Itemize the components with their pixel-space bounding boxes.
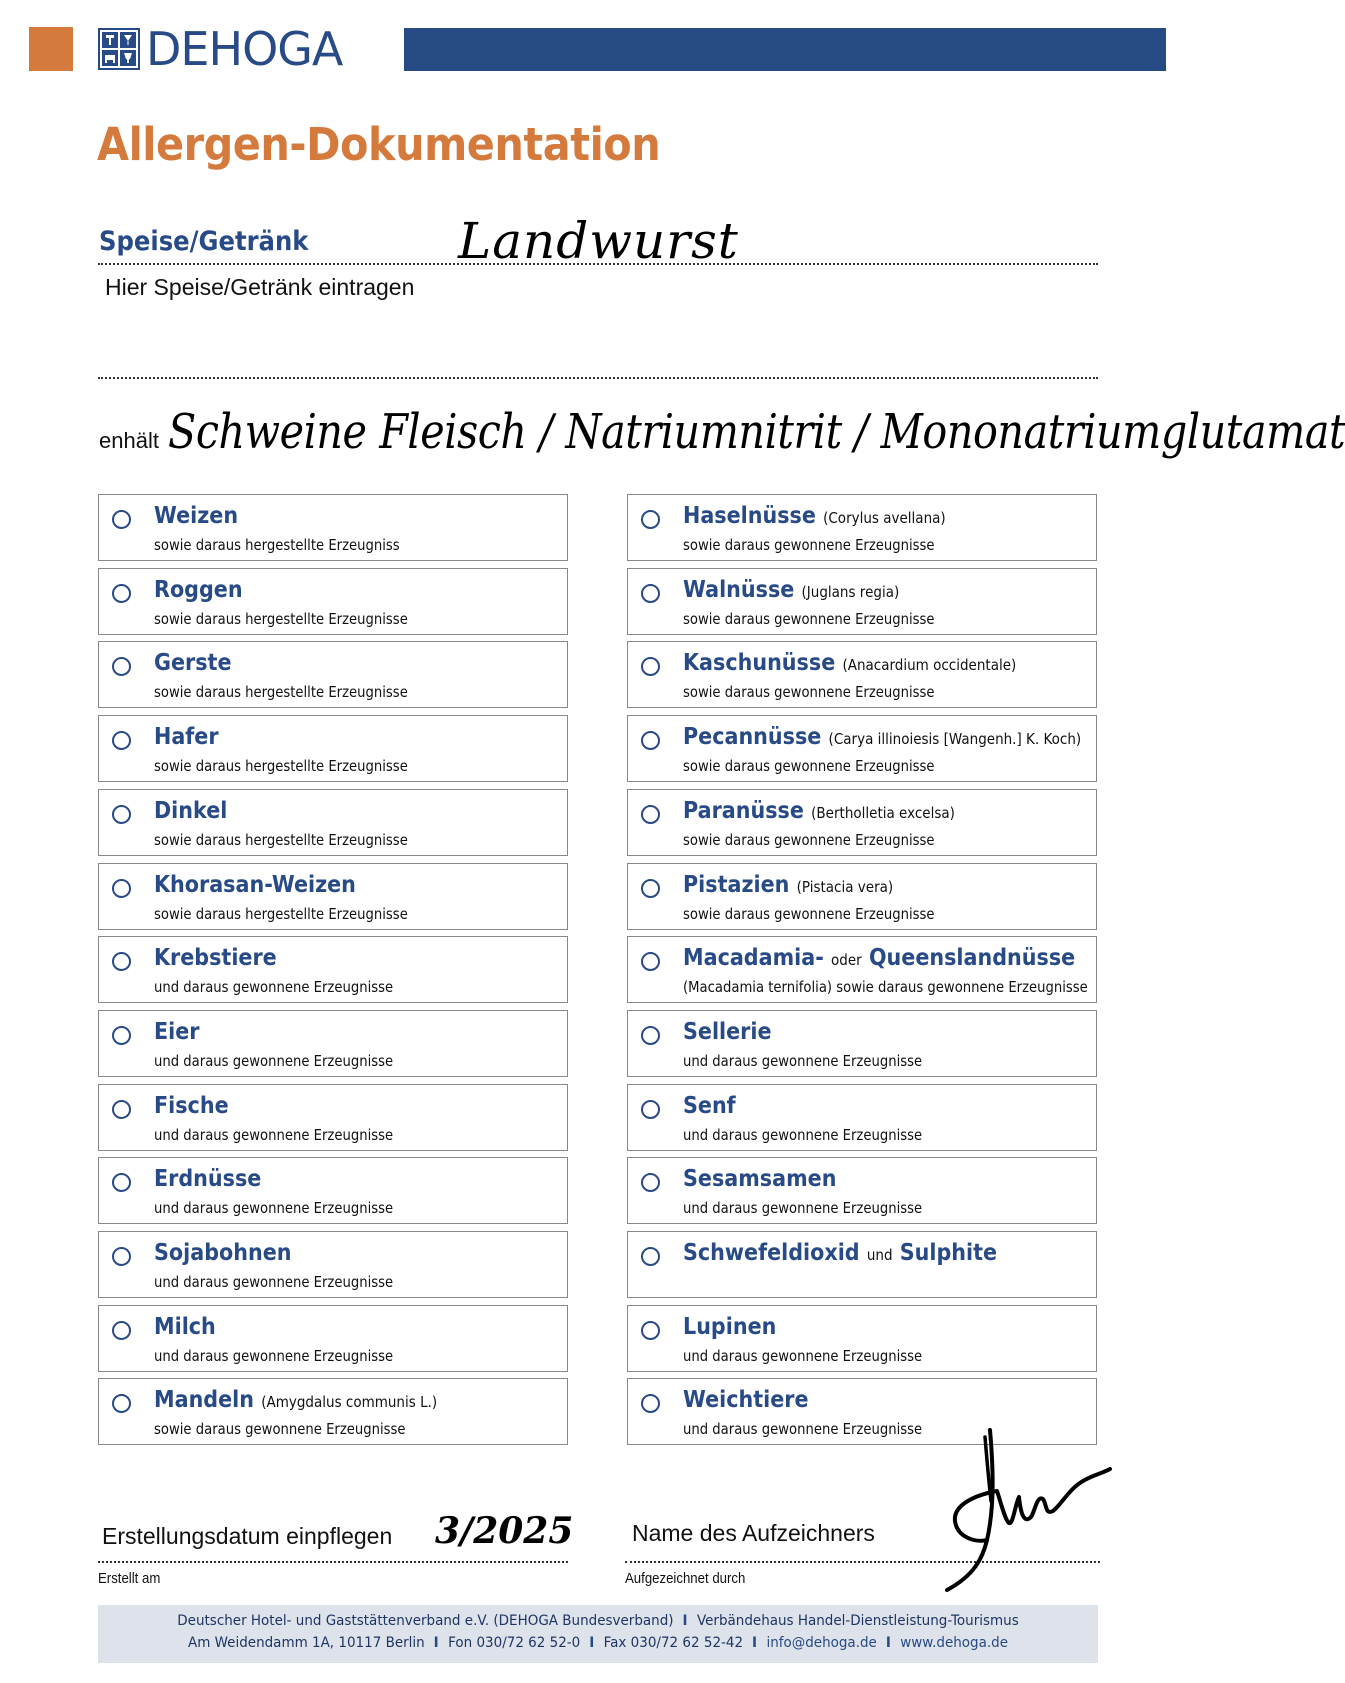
allergen-description: sowie daraus gewonnene Erzeugnisse: [683, 609, 935, 628]
allergen-name-2: Queenslandnüsse: [868, 945, 1076, 972]
allergen-item[interactable]: [98, 1305, 568, 1372]
allergen-title: [154, 872, 356, 898]
allergen-scientific-name: (Corylus avellana): [823, 509, 946, 527]
dehoga-logo-icon: [98, 28, 140, 70]
checkbox-circle-icon[interactable]: [112, 1321, 131, 1340]
dish-field[interactable]: Landwurst: [458, 212, 739, 270]
allergen-description: sowie daraus hergestellte Erzeugnisse: [154, 830, 408, 849]
allergen-title: [683, 1240, 997, 1266]
allergen-description: sowie daraus gewonnene Erzeugnisse: [154, 1420, 406, 1439]
orange-header-block: [29, 27, 73, 71]
checkbox-circle-icon[interactable]: [112, 952, 131, 971]
checkbox-circle-icon[interactable]: [641, 1026, 660, 1045]
footer-address: Am Weidendamm 1A, 10117 Berlin: [187, 1635, 425, 1651]
allergen-description: und daraus gewonnene Erzeugnisse: [154, 1273, 394, 1291]
checkbox-circle-icon[interactable]: [112, 584, 131, 603]
allergen-title: [683, 1019, 772, 1045]
allergen-description: sowie daraus gewonnene Erzeugnisse: [683, 757, 935, 776]
allergen-name: Walnüsse: [683, 576, 795, 603]
allergen-description: sowie daraus hergestellte Erzeugnisse: [154, 609, 408, 628]
allergen-title: [154, 724, 219, 750]
allergen-title: [154, 1314, 216, 1340]
allergen-title: [683, 1314, 776, 1340]
creation-date-label: Erstellungsdatum einpflegen: [102, 1523, 393, 1549]
allergen-name: Sojabohnen: [154, 1240, 292, 1266]
allergen-name: Sesamsamen: [683, 1166, 837, 1193]
allergen-item[interactable]: [98, 715, 568, 782]
allergen-title: [683, 1387, 809, 1413]
allergen-title: [683, 503, 946, 529]
allergen-name: Fische: [154, 1092, 229, 1119]
allergen-name: Haselnüsse: [683, 503, 816, 529]
allergen-item[interactable]: [98, 568, 568, 635]
allergen-scientific-name: (Anacardium occidentale): [842, 656, 1017, 675]
allergen-description: und daraus gewonnene Erzeugnisse: [683, 1051, 923, 1070]
allergen-description: sowie daraus hergestellte Erzeugnisse: [154, 757, 408, 776]
allergen-name: Erdnüsse: [154, 1166, 262, 1193]
allergen-description: und daraus gewonnene Erzeugnisse: [154, 978, 394, 997]
allergen-name: Mandeln: [154, 1387, 254, 1414]
allergen-name-2: Sulphite: [899, 1240, 998, 1266]
allergen-description: sowie daraus gewonnene Erzeugnisse: [683, 536, 935, 554]
allergen-description: (Macadamia ternifolia) sowie daraus gewonnene Erzeugnisse: [683, 978, 1088, 997]
allergen-description: sowie daraus gewonnene Erzeugnisse: [683, 830, 935, 849]
allergen-item[interactable]: [627, 1231, 1097, 1298]
allergen-title: [683, 945, 1075, 971]
allergen-title: [683, 872, 893, 898]
allergen-name: Gerste: [154, 650, 232, 677]
allergen-item[interactable]: [98, 1157, 568, 1224]
checkbox-circle-icon[interactable]: [641, 805, 660, 824]
dish-placeholder: Hier Speise/Getränk eintragen: [105, 274, 415, 300]
allergen-title: [154, 577, 243, 603]
allergen-item[interactable]: [98, 1231, 568, 1298]
checkbox-circle-icon[interactable]: [641, 952, 660, 971]
allergen-title: [683, 650, 1016, 676]
checkbox-circle-icon[interactable]: [641, 657, 660, 676]
dehoga-logo: [98, 24, 342, 74]
allergen-name: Pecannüsse: [683, 724, 822, 751]
footer-line-1: Deutscher Hotel- und Gaststättenverband e.V. (DEHOGA Bundesverband) I Verbändehaus Handel-Dienstleistung-Tourismus: [177, 1613, 1019, 1629]
recorder-caption: Aufgezeichnet durch: [625, 1570, 746, 1587]
checkbox-circle-icon[interactable]: [641, 731, 660, 750]
allergen-name: Sellerie: [683, 1018, 772, 1045]
allergen-item[interactable]: [627, 494, 1097, 561]
footer-phone: Fon 030/72 62 52-0: [448, 1635, 581, 1651]
checkbox-circle-icon[interactable]: [112, 1100, 131, 1119]
checkbox-circle-icon[interactable]: [112, 510, 131, 529]
allergen-name: Milch: [154, 1313, 216, 1340]
checkbox-circle-icon[interactable]: [641, 510, 660, 529]
checkbox-circle-icon[interactable]: [112, 1173, 131, 1192]
allergen-description: sowie daraus hergestellte Erzeugnisse: [154, 904, 408, 923]
allergen-item[interactable]: [627, 1010, 1097, 1077]
allergen-name: Kaschunüsse: [683, 650, 836, 677]
allergen-item[interactable]: [98, 1084, 568, 1151]
allergen-name: Roggen: [154, 576, 243, 603]
allergen-description: und daraus gewonnene Erzeugnisse: [154, 1346, 394, 1365]
allergen-title: [154, 503, 238, 529]
allergen-scientific-name: (Carya illinoiesis [Wangenh.] K. Koch): [828, 730, 1082, 749]
checkbox-circle-icon[interactable]: [641, 584, 660, 603]
contains-label: enhält: [99, 428, 159, 453]
allergen-name: Paranüsse: [683, 797, 804, 824]
recorder-label: Name des Aufzeichners: [632, 1520, 875, 1546]
allergen-title: [154, 650, 231, 676]
checkbox-circle-icon[interactable]: [641, 1394, 660, 1413]
allergen-description: und daraus gewonnene Erzeugnisse: [154, 1125, 394, 1144]
allergen-description: und daraus gewonnene Erzeugnisse: [683, 1346, 923, 1365]
allergen-item[interactable]: [98, 789, 568, 856]
allergen-description: sowie daraus hergestellte Erzeugnisse: [154, 683, 408, 702]
allergen-title: [683, 1166, 836, 1192]
checkbox-circle-icon[interactable]: [641, 1100, 660, 1119]
logo-wordmark: DEHOGA: [146, 22, 343, 76]
checkbox-circle-icon[interactable]: [112, 731, 131, 750]
allergen-item[interactable]: [627, 715, 1097, 782]
allergen-item[interactable]: [627, 789, 1097, 856]
allergen-item[interactable]: [627, 1157, 1097, 1224]
dish-dotted-line-2: [98, 377, 1098, 379]
document-title: Allergen-Dokumentation: [97, 118, 661, 171]
creation-date-caption: Erstellt am: [98, 1570, 161, 1587]
allergen-scientific-name: (Amygdalus communis L.): [261, 1393, 438, 1412]
allergen-description: sowie daraus gewonnene Erzeugnisse: [683, 904, 935, 923]
footer-band: [98, 1605, 1098, 1663]
allergen-scientific-name: (Bertholletia excelsa): [811, 803, 955, 822]
footer-web-link[interactable]: www.dehoga.de: [900, 1635, 1009, 1651]
footer-fax: Fax 030/72 62 52-42: [603, 1635, 744, 1651]
allergen-title: [154, 1166, 261, 1192]
creation-date-line: [98, 1561, 568, 1563]
checkbox-circle-icon[interactable]: [641, 1247, 660, 1266]
checkbox-circle-icon[interactable]: [112, 1247, 131, 1266]
checkbox-circle-icon[interactable]: [641, 1321, 660, 1340]
allergen-item[interactable]: [98, 863, 568, 930]
checkbox-circle-icon[interactable]: [641, 1173, 660, 1192]
dish-label: Speise/Getränk: [99, 226, 309, 257]
allergen-item[interactable]: [98, 1010, 568, 1077]
allergen-description: und daraus gewonnene Erzeugnisse: [154, 1199, 394, 1218]
allergen-name: Lupinen: [683, 1313, 777, 1340]
allergen-title: [683, 798, 955, 824]
blue-header-bar: [404, 28, 1166, 71]
allergen-description: sowie daraus gewonnene Erzeugnisse: [683, 683, 935, 702]
checkbox-circle-icon[interactable]: [112, 1026, 131, 1045]
allergen-name: Macadamia-: [683, 945, 824, 972]
allergen-item[interactable]: [98, 936, 568, 1003]
allergen-title: [154, 1387, 437, 1413]
allergen-description: sowie daraus hergestellte Erzeugniss: [154, 536, 400, 554]
checkbox-circle-icon[interactable]: [112, 805, 131, 824]
allergen-description: und daraus gewonnene Erzeugnisse: [154, 1051, 394, 1070]
allergen-name: Weichtiere: [683, 1387, 809, 1414]
allergen-name: Weizen: [154, 503, 239, 529]
allergen-item[interactable]: [627, 1305, 1097, 1372]
allergen-name: Khorasan-Weizen: [154, 871, 356, 898]
allergen-title: [683, 577, 899, 603]
allergen-item[interactable]: [627, 1084, 1097, 1151]
allergen-connector: oder: [831, 951, 862, 970]
allergen-name: Eier: [154, 1018, 200, 1045]
allergen-title: [154, 1240, 291, 1266]
allergen-item[interactable]: [627, 568, 1097, 635]
allergen-title: [154, 1093, 229, 1119]
footer-org: Deutscher Hotel- und Gaststättenverband e.V. (DEHOGA Bundesverband): [177, 1613, 674, 1629]
creation-date-field[interactable]: 3/2025: [435, 1510, 574, 1552]
allergen-name: Krebstiere: [154, 945, 277, 972]
checkbox-circle-icon[interactable]: [112, 1394, 131, 1413]
footer-house: Verbändehaus Handel-Dienstleistung-Tourismus: [696, 1613, 1019, 1629]
allergen-description: und daraus gewonnene Erzeugnisse: [683, 1125, 923, 1144]
allergen-item[interactable]: [98, 641, 568, 708]
allergen-name: Dinkel: [154, 797, 228, 824]
signature[interactable]: [935, 1425, 1115, 1595]
allergen-title: [154, 945, 277, 971]
checkbox-circle-icon[interactable]: [112, 879, 131, 898]
allergen-item[interactable]: [627, 936, 1097, 1003]
allergen-description: und daraus gewonnene Erzeugnisse: [683, 1199, 923, 1218]
checkbox-circle-icon[interactable]: [112, 657, 131, 676]
allergen-name: Schwefeldioxid: [683, 1240, 860, 1266]
footer-line-2: Am Weidendamm 1A, 10117 Berlin I Fon 030/72 62 52-0 I Fax 030/72 62 52-42 I info@dehoga.de I www.dehoga.de: [187, 1635, 1009, 1651]
allergen-name: Hafer: [154, 724, 219, 751]
allergen-title: [154, 798, 227, 824]
allergen-item[interactable]: [98, 1378, 568, 1445]
allergen-title: [683, 724, 1081, 750]
allergen-item[interactable]: [98, 494, 568, 561]
allergen-connector: und: [866, 1246, 893, 1264]
dish-dotted-line: [98, 263, 1098, 265]
footer-email-link[interactable]: info@dehoga.de: [766, 1635, 877, 1651]
allergen-description: und daraus gewonnene Erzeugnisse: [683, 1420, 923, 1439]
allergen-item[interactable]: [627, 641, 1097, 708]
allergen-name: Senf: [683, 1092, 736, 1119]
allergen-name: Pistazien: [683, 871, 790, 898]
allergen-title: [683, 1093, 736, 1119]
contains-field[interactable]: Schweine Fleisch / Natriumnitrit / Mononatriumglutamat: [168, 404, 1345, 460]
allergen-scientific-name: (Juglans regia): [801, 582, 900, 601]
checkbox-circle-icon[interactable]: [641, 879, 660, 898]
allergen-title: [154, 1019, 199, 1045]
allergen-item[interactable]: [627, 863, 1097, 930]
allergen-scientific-name: (Pistacia vera): [796, 877, 894, 896]
